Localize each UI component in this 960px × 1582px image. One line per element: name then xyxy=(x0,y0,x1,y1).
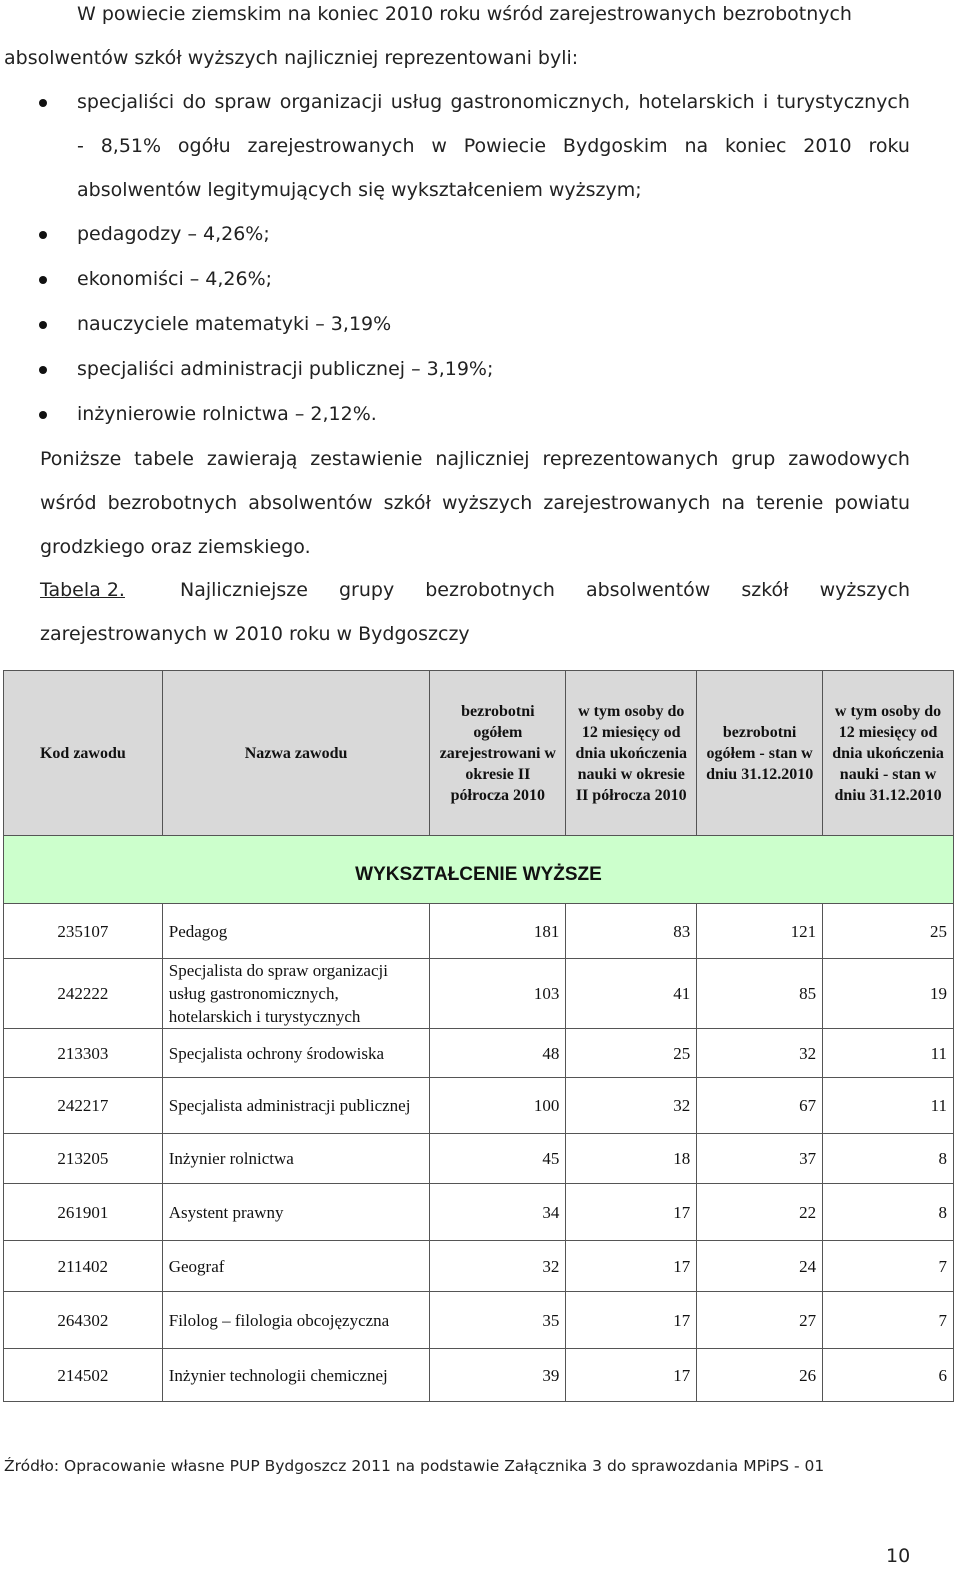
bullet-5: specjaliści administracji publicznej – 3,19%; xyxy=(77,358,494,380)
bullet-dot xyxy=(39,321,47,329)
table-row xyxy=(4,1184,954,1241)
word: zawierają xyxy=(206,448,298,470)
word: wyższych xyxy=(819,579,910,601)
cell-total-h2: 35 xyxy=(430,1292,566,1349)
cell-total-dec31: 37 xyxy=(697,1134,823,1184)
header-total-dec31: bezrobotni ogółem - stan w dniu 31.12.2010 xyxy=(697,671,823,836)
bullet-dot xyxy=(39,99,47,107)
cell-code: 213303 xyxy=(4,1029,163,1078)
table-row xyxy=(4,1134,954,1184)
cell-total-dec31: 67 xyxy=(697,1078,823,1134)
paragraph-line-1 xyxy=(40,437,910,481)
cell-graduates-dec31: 7 xyxy=(823,1241,954,1292)
bullet-dot xyxy=(39,366,47,374)
table-row xyxy=(4,1078,954,1134)
word: koniec xyxy=(725,135,787,157)
table-row xyxy=(4,1292,954,1349)
cell-total-h2: 100 xyxy=(430,1078,566,1134)
word: Poniższe xyxy=(40,448,122,470)
cell-name: Pedagog xyxy=(162,904,430,959)
bullet-dot xyxy=(39,231,47,239)
header-code: Kod zawodu xyxy=(4,671,163,836)
cell-graduates-dec31: 7 xyxy=(823,1292,954,1349)
word: gastronomicznych, xyxy=(450,91,631,113)
word: szkół xyxy=(741,579,789,601)
cell-name: Asystent prawny xyxy=(162,1184,430,1241)
word: - xyxy=(77,135,84,157)
cell-graduates-h2: 83 xyxy=(566,904,697,959)
cell-name: Filolog – filologia obcojęzyczna xyxy=(162,1292,430,1349)
cell-name: Geograf xyxy=(162,1241,430,1292)
cell-graduates-dec31: 8 xyxy=(823,1134,954,1184)
cell-code: 264302 xyxy=(4,1292,163,1349)
section-label: WYKSZTAŁCENIE WYŻSZE xyxy=(4,836,954,904)
section-row xyxy=(4,836,954,904)
word: hotelarskich xyxy=(638,91,755,113)
word: w xyxy=(431,135,447,157)
table-row xyxy=(4,1241,954,1292)
table-body xyxy=(4,671,954,1402)
word: Najliczniejsze xyxy=(180,579,308,601)
cell-code: 235107 xyxy=(4,904,163,959)
word: grup xyxy=(731,448,776,470)
cell-graduates-dec31: 25 xyxy=(823,904,954,959)
cell-total-h2: 181 xyxy=(430,904,566,959)
table-row xyxy=(4,904,954,959)
bullet-1-line-3: absolwentów legitymujących się wykształceniem wyższym; xyxy=(77,179,642,201)
cell-total-h2: 34 xyxy=(430,1184,566,1241)
word: terenie xyxy=(756,492,824,514)
bullet-2: pedagodzy – 4,26%; xyxy=(77,223,270,245)
intro-line-1: W powiecie ziemskim na koniec 2010 roku wśród zarejestrowanych bezrobotnych xyxy=(77,3,852,25)
intro-line-2: absolwentów szkół wyższych najliczniej reprezentowani byli: xyxy=(4,47,579,69)
word: specjaliści xyxy=(77,91,175,113)
cell-code: 214502 xyxy=(4,1349,163,1402)
cell-graduates-h2: 25 xyxy=(566,1029,697,1078)
word: wyższych xyxy=(441,492,533,514)
cell-total-dec31: 27 xyxy=(697,1292,823,1349)
cell-graduates-dec31: 19 xyxy=(823,959,954,1029)
cell-code: 242222 xyxy=(4,959,163,1029)
word: bezrobotnych xyxy=(107,492,238,514)
data-table xyxy=(3,670,954,1402)
word: na xyxy=(684,135,709,157)
header-name: Nazwa zawodu xyxy=(162,671,430,836)
table-caption-label: Tabela 2. xyxy=(40,579,125,601)
cell-graduates-dec31: 11 xyxy=(823,1078,954,1134)
word: reprezentowanych xyxy=(542,448,719,470)
table-row xyxy=(4,1349,954,1402)
cell-graduates-h2: 41 xyxy=(566,959,697,1029)
cell-total-dec31: 32 xyxy=(697,1029,823,1078)
word: do xyxy=(182,91,207,113)
table-header-row xyxy=(4,671,954,836)
word: bezrobotnych xyxy=(425,579,555,601)
paragraph-line-3: grodzkiego oraz ziemskiego. xyxy=(40,536,311,558)
cell-total-dec31: 22 xyxy=(697,1184,823,1241)
header-graduates-dec31: w tym osoby do 12 miesięcy od dnia ukończenia nauki - stan w dniu 31.12.2010 xyxy=(823,671,954,836)
paragraph-line-2 xyxy=(40,481,910,525)
word: usług xyxy=(390,91,443,113)
cell-total-dec31: 85 xyxy=(697,959,823,1029)
header-graduates-h2: w tym osoby do 12 miesięcy od dnia ukończenia nauki w okresie II półrocza 2010 xyxy=(566,671,697,836)
cell-code: 213205 xyxy=(4,1134,163,1184)
cell-graduates-h2: 17 xyxy=(566,1292,697,1349)
word: absolwentów xyxy=(248,492,373,514)
word: zarejestrowanych xyxy=(543,492,711,514)
word: 2010 xyxy=(803,135,852,157)
word: absolwentów xyxy=(585,579,711,601)
cell-total-h2: 45 xyxy=(430,1134,566,1184)
word: Powiecie xyxy=(463,135,547,157)
word: 8,51% xyxy=(100,135,162,157)
cell-code: 211402 xyxy=(4,1241,163,1292)
cell-graduates-h2: 17 xyxy=(566,1184,697,1241)
cell-graduates-h2: 17 xyxy=(566,1241,697,1292)
page-number: 10 xyxy=(886,1545,911,1567)
cell-total-dec31: 121 xyxy=(697,904,823,959)
cell-code: 261901 xyxy=(4,1184,163,1241)
bullet-6: inżynierowie rolnictwa – 2,12%. xyxy=(77,403,377,425)
header-total-h2: bezrobotni ogółem zarejestrowani w okresie II półrocza 2010 xyxy=(430,671,566,836)
word: zawodowych xyxy=(788,448,910,470)
word: zarejestrowanych xyxy=(247,135,415,157)
cell-graduates-h2: 32 xyxy=(566,1078,697,1134)
table-row xyxy=(4,1029,954,1078)
cell-total-dec31: 24 xyxy=(697,1241,823,1292)
word: tabele xyxy=(134,448,194,470)
bullet-1-line-1 xyxy=(77,80,910,124)
word: turystycznych xyxy=(776,91,910,113)
word: wśród xyxy=(40,492,97,514)
cell-total-h2: 103 xyxy=(430,959,566,1029)
cell-name: Specjalista ochrony środowiska xyxy=(162,1029,430,1078)
word: szkół xyxy=(383,492,431,514)
table-row xyxy=(4,959,954,1029)
word: roku xyxy=(868,135,910,157)
cell-name: Inżynier technologii chemicznej xyxy=(162,1349,430,1402)
table-caption-line-2: zarejestrowanych w 2010 roku w Bydgoszczy xyxy=(40,623,470,645)
word: grupy xyxy=(339,579,395,601)
cell-name: Specjalista do spraw organizacji usług gastronomicznych, hotelarskich i turystycznych xyxy=(162,959,430,1029)
word: zestawienie xyxy=(310,448,423,470)
cell-graduates-h2: 17 xyxy=(566,1349,697,1402)
bullet-4: nauczyciele matematyki – 3,19% xyxy=(77,313,392,335)
word: spraw xyxy=(214,91,272,113)
cell-graduates-dec31: 8 xyxy=(823,1184,954,1241)
bullet-dot xyxy=(39,276,47,284)
word: najliczniej xyxy=(435,448,530,470)
cell-graduates-h2: 18 xyxy=(566,1134,697,1184)
cell-name: Inżynier rolnictwa xyxy=(162,1134,430,1184)
cell-total-h2: 32 xyxy=(430,1241,566,1292)
cell-graduates-dec31: 11 xyxy=(823,1029,954,1078)
bullet-3: ekonomiści – 4,26%; xyxy=(77,268,273,290)
word: organizacji xyxy=(279,91,383,113)
cell-name: Specjalista administracji publicznej xyxy=(162,1078,430,1134)
word: Bydgoskim xyxy=(562,135,668,157)
word: i xyxy=(763,91,769,113)
cell-code: 242217 xyxy=(4,1078,163,1134)
bullet-1-line-2 xyxy=(77,124,910,168)
word: powiatu xyxy=(834,492,910,514)
bullet-dot xyxy=(39,411,47,419)
source-note: Źródło: Opracowanie własne PUP Bydgoszcz 2011 na podstawie Załącznika 3 do sprawozdania MPiPS - 01 xyxy=(4,1457,825,1475)
word: ogółu xyxy=(177,135,231,157)
cell-graduates-dec31: 6 xyxy=(823,1349,954,1402)
cell-total-h2: 39 xyxy=(430,1349,566,1402)
table-caption-line-1 xyxy=(180,568,910,612)
cell-total-dec31: 26 xyxy=(697,1349,823,1402)
cell-total-h2: 48 xyxy=(430,1029,566,1078)
word: na xyxy=(721,492,746,514)
